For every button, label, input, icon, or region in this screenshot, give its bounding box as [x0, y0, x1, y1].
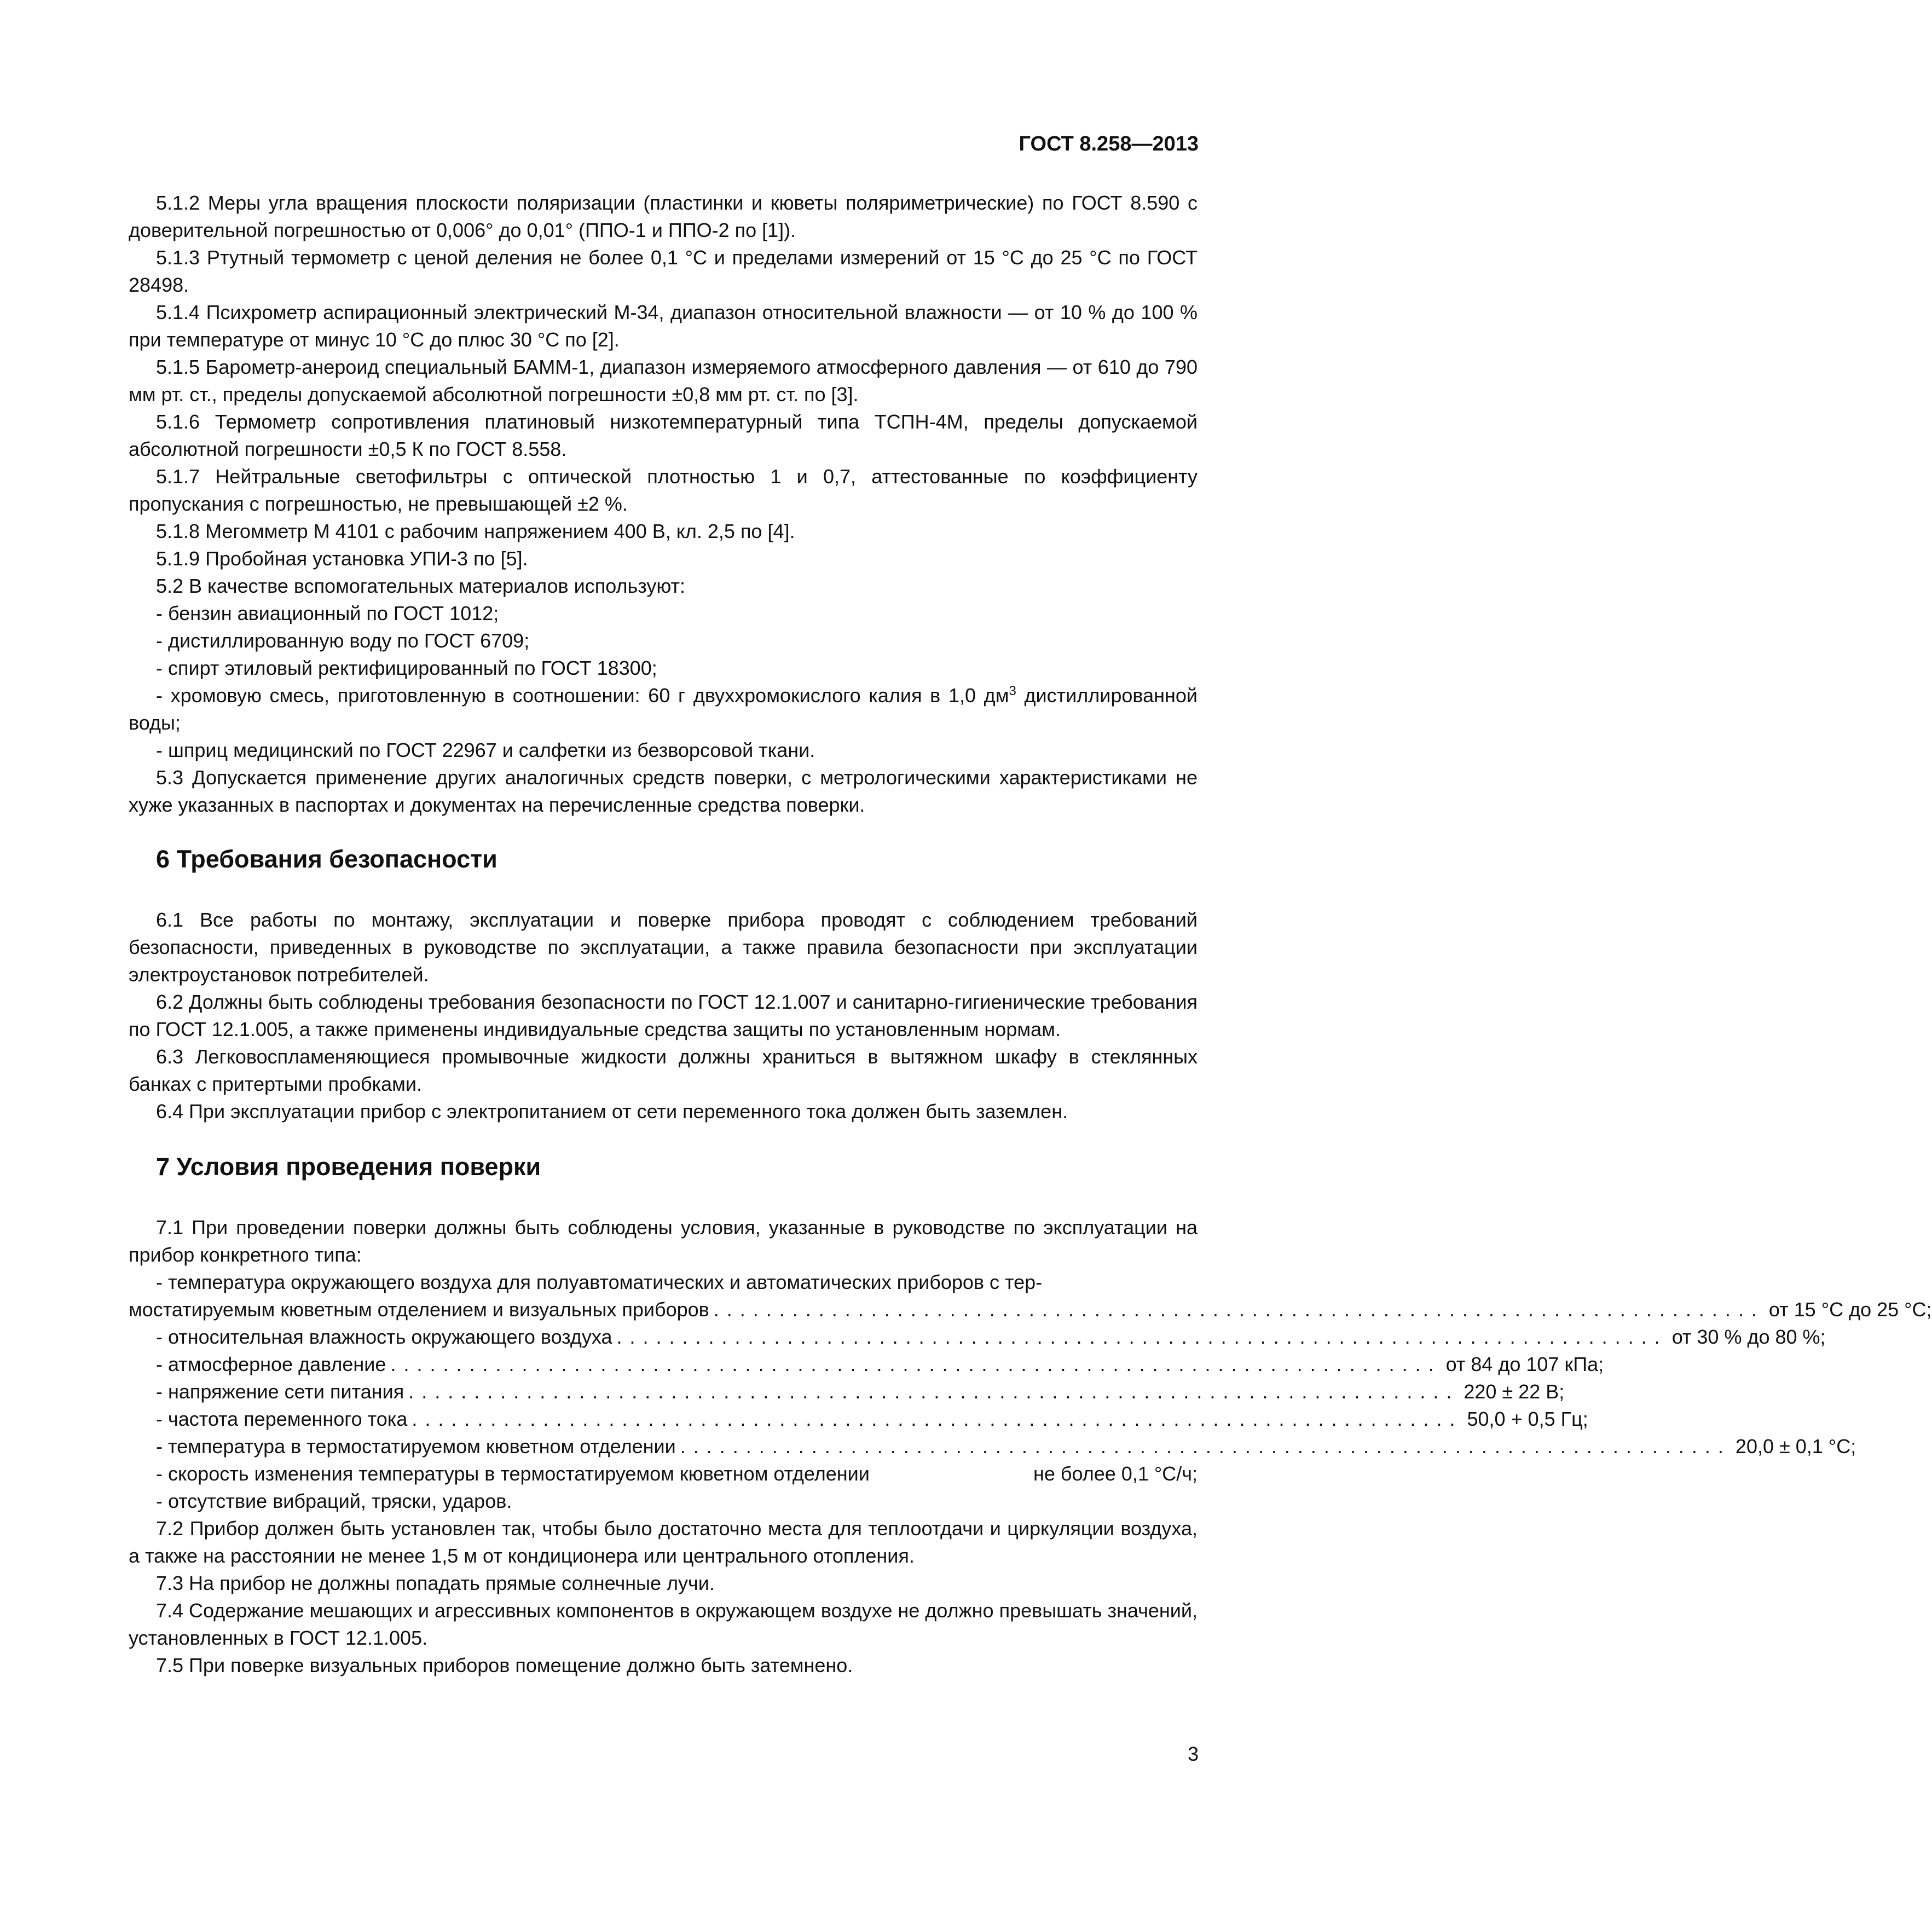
condition-row-cuvette-temperature: [129, 1433, 1856, 1460]
condition-row-frequency: [129, 1406, 1588, 1433]
paragraph-5-1-2: 5.1.2 Меры угла вращения плоскости поляризации (пластинки и кюветы поляриметрические) по ГОСТ 8.590 с доверительной погрешностью от 0,006° до 0,01° (ППО-1 и ППО-2 по [1]).: [129, 192, 1198, 241]
condition-label: - температура в термостатируемом кюветном отделении: [156, 1435, 676, 1458]
condition-value: 50,0 + 0,5 Гц;: [1467, 1408, 1588, 1430]
dot-leader: ................................................................................: [408, 1380, 1460, 1403]
page-number: 3: [1187, 1743, 1199, 1765]
dot-leader: ................................................................................: [412, 1408, 1463, 1430]
list-item-text: - хромовую смесь, приготовленную в соотношении: 60 г двуххромокислого калия в 1,0 дм: [156, 684, 1009, 707]
condition-value: от 15 °С до 25 °С;: [1768, 1298, 1932, 1321]
condition-label: - относительная влажность окружающего воздуха: [156, 1326, 612, 1348]
condition-row-pressure: [129, 1351, 1604, 1378]
list-item-chrome-mixture: [129, 682, 1198, 737]
paragraph-6-3: 6.3 Легковоспламеняющиеся промывочные жидкости должны храниться в вытяжном шкафу в стеклянных банках с притертыми пробками.: [129, 1045, 1198, 1095]
condition-row-temperature: [129, 1296, 1932, 1323]
paragraph-5-1-6: 5.1.6 Термометр сопротивления платиновый низкотемпературный типа ТСПН-4М, пределы допускаемой абсолютной погрешности ±0,5 К по ГОСТ 8.558.: [129, 410, 1198, 460]
condition-row-humidity: [129, 1323, 1826, 1351]
list-item: - шприц медицинский по ГОСТ 22967 и салфетки из безворсовой ткани.: [156, 739, 815, 761]
document-body: [129, 189, 1932, 1679]
condition-value: от 84 до 107 кПа;: [1445, 1353, 1604, 1375]
dot-leader: ................................................................................: [713, 1298, 1765, 1321]
paragraph-6-4: 6.4 При эксплуатации прибор с электропитанием от сети переменного тока должен быть заземлен.: [156, 1100, 1068, 1123]
condition-label: мостатируемым кюветным отделением и визуальных приборов: [129, 1298, 709, 1321]
list-item: - дистиллированную воду по ГОСТ 6709;: [156, 629, 530, 652]
paragraph-5-1-5: 5.1.5 Барометр-анероид специальный БАММ-1, диапазон измеряемого атмосферного давления — от 610 до 790 мм рт. ст., пределы допускаемой абсолютной погрешности ±0,8 мм рт. ст. по [3].: [129, 356, 1198, 406]
condition-label: - скорость изменения температуры в термостатируемом кюветном отделении: [156, 1462, 870, 1485]
dot-leader: ................................................................................: [680, 1435, 1731, 1458]
list-item: - спирт этиловый ректифицированный по ГОСТ 18300;: [156, 657, 657, 679]
section-heading-7: 7 Условия проведения поверки: [156, 1153, 541, 1181]
dot-leader: ................................................................................: [390, 1353, 1442, 1375]
paragraph-7-3: 7.3 На прибор не должны попадать прямые солнечные лучи.: [156, 1572, 715, 1594]
condition-value: 20,0 ± 0,1 °С;: [1735, 1435, 1856, 1458]
condition-row-voltage: [129, 1378, 1565, 1406]
condition-value: 220 ± 22 В;: [1464, 1380, 1565, 1403]
paragraph-7-5: 7.5 При поверке визуальных приборов помещение должно быть затемнено.: [156, 1654, 853, 1676]
paragraph-5-1-3: 5.1.3 Ртутный термометр с ценой деления не более 0,1 °С и пределами измерений от 15 °С до 25 °С по ГОСТ 28498.: [129, 246, 1198, 296]
condition-value: от 30 % до 80 %;: [1671, 1326, 1826, 1348]
dot-leader: ................................................................................: [616, 1326, 1668, 1348]
paragraph-7-1: 7.1 При проведении поверки должны быть соблюдены условия, указанные в руководстве по эксплуатации на прибор конкретного типа:: [129, 1216, 1198, 1266]
paragraph-6-2: 6.2 Должны быть соблюдены требования безопасности по ГОСТ 12.1.007 и санитарно-гигиенические требования по ГОСТ 12.1.005, а также применены индивидуальные средства защиты по установленным нормам.: [129, 991, 1198, 1040]
paragraph-7-2: 7.2 Прибор должен быть установлен так, чтобы было достаточно места для теплоотдачи и циркуляции воздуха, а также на расстоянии не менее 1,5 м от кондиционера или центрального отопления.: [129, 1517, 1198, 1567]
condition-label: - атмосферное давление: [156, 1353, 386, 1375]
paragraph-5-1-7: 5.1.7 Нейтральные светофильтры с оптической плотностью 1 и 0,7, аттестованные по коэффициенту пропускания с погрешностью, не превышающей ±2 %.: [129, 465, 1198, 515]
condition-line: - отсутствие вибраций, тряски, ударов.: [156, 1490, 512, 1512]
condition-label: - частота переменного тока: [156, 1408, 408, 1430]
condition-row-temperature-rate: [129, 1460, 1198, 1488]
section-heading-6: 6 Требования безопасности: [156, 845, 498, 873]
paragraph-5-1-8: 5.1.8 Мегомметр М 4101 с рабочим напряжением 400 В, кл. 2,5 по [4].: [156, 520, 795, 542]
paragraph-5-3: 5.3 Допускается применение других аналогичных средств поверки, с метрологическими характеристиками не хуже указанных в паспортах и документах на перечисленные средства поверки.: [129, 766, 1198, 816]
paragraph-6-1: 6.1 Все работы по монтажу, эксплуатации и поверке прибора проводят с соблюдением требований безопасности, приведенных в руководстве по эксплуатации, а также правила безопасности при эксплуатации электроустановок потребителей.: [129, 909, 1198, 986]
list-item-text: дистиллированной воды;: [129, 684, 1198, 734]
superscript: 3: [1009, 684, 1016, 698]
paragraph-5-2: 5.2 В качестве вспомогательных материалов используют:: [156, 575, 686, 597]
condition-line: - температура окружающего воздуха для полуавтоматических и автоматических приборов с тер-: [156, 1271, 1043, 1293]
paragraph-7-4: 7.4 Содержание мешающих и агрессивных компонентов в окружающем воздухе не должно превышать значений, установленных в ГОСТ 12.1.005.: [129, 1599, 1198, 1649]
paragraph-5-1-4: 5.1.4 Психрометр аспирационный электрический М-34, диапазон относительной влажности — от 10 % до 100 % при температуре от минус 10 °С до плюс 30 °С по [2].: [129, 301, 1198, 351]
list-item: - бензин авиационный по ГОСТ 1012;: [156, 602, 499, 624]
condition-label: - напряжение сети питания: [156, 1380, 404, 1403]
document-header: ГОСТ 8.258—2013: [1019, 132, 1199, 155]
condition-value: не более 0,1 °С/ч;: [1033, 1462, 1198, 1485]
paragraph-5-1-9: 5.1.9 Пробойная установка УПИ-3 по [5].: [156, 547, 528, 570]
